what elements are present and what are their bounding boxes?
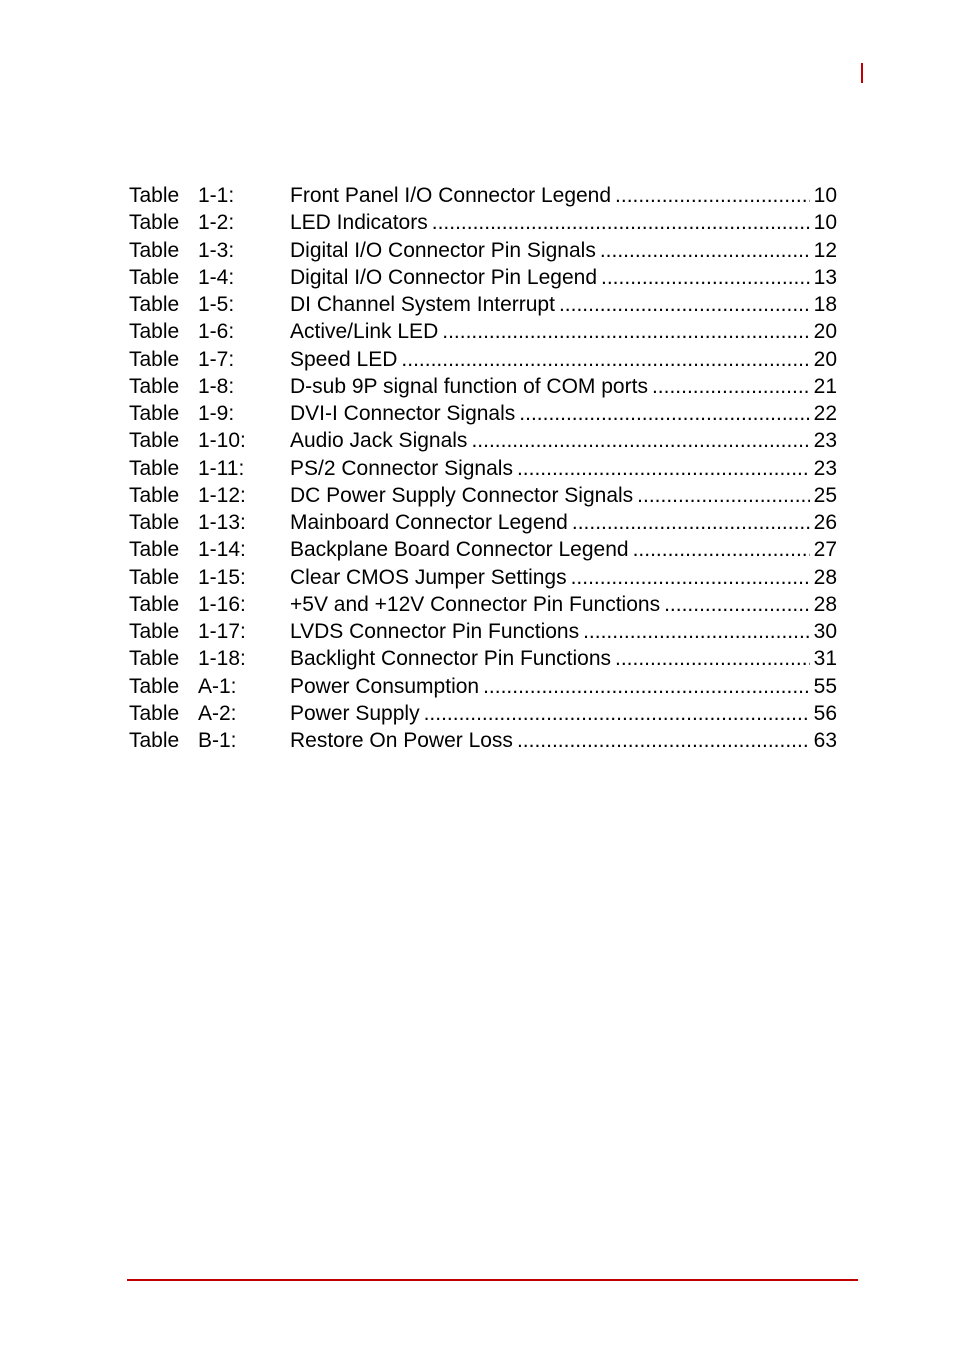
toc-entry-line	[290, 564, 837, 591]
toc-entry-line	[290, 400, 837, 427]
toc-page-number: 20	[813, 320, 837, 344]
dot-leader	[559, 291, 810, 318]
toc-page-number: 13	[813, 265, 837, 289]
toc-prefix: Table	[129, 483, 180, 507]
toc-title: Backplane Board Connector Legend	[290, 538, 629, 562]
toc-title: DI Channel System Interrupt	[290, 293, 555, 316]
toc-entry[interactable]	[129, 427, 837, 454]
toc-prefix: Table	[129, 402, 180, 425]
toc-number: 1-17:	[198, 620, 246, 643]
toc-prefix: Table	[129, 729, 180, 752]
toc-entry-line	[290, 455, 837, 482]
toc-title: DVI-I Connector Signals	[290, 402, 516, 425]
toc-entry[interactable]	[129, 700, 837, 727]
toc-title: Mainboard Connector Legend	[290, 511, 568, 534]
toc-page-number: 28	[813, 592, 837, 616]
toc-page-number: 30	[813, 620, 837, 643]
toc-entry-line	[290, 318, 837, 345]
dot-leader	[615, 182, 810, 209]
dot-leader	[517, 455, 810, 482]
toc-entry-line	[290, 482, 837, 509]
toc-title: Front Panel I/O Connector Legend	[290, 184, 612, 207]
toc-entry-line	[290, 264, 837, 291]
toc-number: 1-4:	[198, 265, 235, 289]
toc-entry[interactable]	[129, 536, 837, 563]
toc-number: 1-10:	[198, 429, 246, 453]
toc-entry[interactable]	[129, 318, 837, 345]
toc-entry-line	[290, 346, 837, 373]
toc-number: 1-11:	[198, 456, 245, 480]
toc-page-number: 10	[813, 211, 837, 235]
dot-leader	[519, 400, 809, 427]
toc-page-number: 23	[813, 429, 837, 453]
toc-title: PS/2 Connector Signals	[290, 456, 513, 480]
toc-number: B-1:	[198, 729, 237, 752]
toc-prefix: Table	[129, 674, 180, 698]
toc-page-number: 56	[813, 701, 837, 725]
toc-title: +5V and +12V Connector Pin Functions	[290, 592, 661, 616]
toc-prefix: Table	[129, 456, 180, 480]
toc-prefix: Table	[129, 238, 180, 262]
toc-entry[interactable]	[129, 591, 837, 618]
toc-entry-line	[290, 727, 837, 754]
toc-number: 1-6:	[198, 320, 235, 344]
toc-title: LED Indicators	[290, 211, 428, 235]
dot-leader	[652, 373, 810, 400]
toc-page-number: 31	[813, 647, 837, 671]
toc-title: Digital I/O Connector Pin Signals	[290, 238, 596, 262]
toc-entry-line	[290, 373, 837, 400]
toc-entry[interactable]	[129, 673, 837, 700]
toc-entry[interactable]	[129, 237, 837, 264]
toc-entry[interactable]	[129, 264, 837, 291]
dot-leader	[572, 509, 810, 536]
dot-leader	[517, 727, 810, 754]
toc-number: 1-8:	[198, 374, 235, 398]
toc-entry-line	[290, 427, 837, 454]
toc-title: Restore On Power Loss	[290, 729, 513, 752]
header-marker	[861, 63, 863, 83]
toc-title: LVDS Connector Pin Functions	[290, 620, 580, 643]
toc-prefix: Table	[129, 211, 180, 235]
toc-number: 1-5:	[198, 293, 235, 316]
toc-prefix: Table	[129, 320, 180, 344]
toc-entry[interactable]	[129, 618, 837, 645]
toc-page-number: 10	[813, 184, 837, 207]
dot-leader	[483, 673, 810, 700]
dot-leader	[401, 346, 809, 373]
toc-page-number: 21	[813, 374, 837, 398]
toc-entry[interactable]	[129, 482, 837, 509]
dot-leader	[664, 591, 810, 618]
toc-entry-line	[290, 291, 837, 318]
toc-entry[interactable]	[129, 373, 837, 400]
dot-leader	[432, 209, 810, 236]
toc-entry-line	[290, 645, 837, 672]
toc-title: D-sub 9P signal function of COM ports	[290, 374, 648, 398]
toc-page-number: 25	[813, 483, 837, 507]
dot-leader	[471, 427, 809, 454]
dot-leader	[424, 700, 810, 727]
toc-title: Active/Link LED	[290, 320, 439, 344]
toc-page-number: 27	[813, 538, 837, 562]
toc-prefix: Table	[129, 184, 180, 207]
dot-leader	[583, 618, 810, 645]
toc-entry[interactable]	[129, 455, 837, 482]
toc-number: 1-7:	[198, 347, 235, 371]
toc-entry-line	[290, 182, 837, 209]
toc-number: 1-13:	[198, 511, 246, 534]
toc-title: Audio Jack Signals	[290, 429, 468, 453]
toc-prefix: Table	[129, 620, 180, 643]
footer-rule	[127, 1279, 858, 1281]
toc-entry-line	[290, 509, 837, 536]
dot-leader	[637, 482, 809, 509]
toc-entry[interactable]	[129, 727, 837, 754]
toc-title: Power Consumption	[290, 674, 480, 698]
toc-page-number: 18	[813, 293, 837, 316]
toc-entry[interactable]	[129, 564, 837, 591]
dot-leader	[615, 645, 810, 672]
toc-number: 1-3:	[198, 238, 235, 262]
dot-leader	[442, 318, 809, 345]
list-of-tables	[129, 182, 837, 754]
toc-title: Speed LED	[290, 347, 398, 371]
toc-title: DC Power Supply Connector Signals	[290, 483, 634, 507]
toc-entry-line	[290, 700, 837, 727]
toc-prefix: Table	[129, 592, 180, 616]
toc-number: 1-18:	[198, 647, 246, 671]
toc-entry-line	[290, 618, 837, 645]
toc-entry[interactable]	[129, 291, 837, 318]
toc-title: Digital I/O Connector Pin Legend	[290, 265, 598, 289]
toc-prefix: Table	[129, 701, 180, 725]
toc-number: 1-2:	[198, 211, 235, 235]
toc-number: 1-15:	[198, 565, 246, 589]
toc-number: 1-12:	[198, 483, 246, 507]
toc-title: Clear CMOS Jumper Settings	[290, 565, 567, 589]
dot-leader	[633, 536, 810, 563]
toc-prefix: Table	[129, 647, 180, 671]
dot-leader	[571, 564, 810, 591]
toc-page-number: 55	[813, 674, 837, 698]
toc-prefix: Table	[129, 538, 180, 562]
toc-title: Power Supply	[290, 701, 420, 725]
toc-entry[interactable]	[129, 400, 837, 427]
toc-number: A-2:	[198, 701, 237, 725]
toc-prefix: Table	[129, 347, 180, 371]
toc-number: 1-9:	[198, 402, 235, 425]
toc-number: 1-16:	[198, 592, 246, 616]
toc-entry-line	[290, 591, 837, 618]
toc-entry[interactable]	[129, 645, 837, 672]
toc-prefix: Table	[129, 265, 180, 289]
dot-leader	[600, 237, 810, 264]
toc-page-number: 63	[813, 729, 837, 752]
toc-page-number: 20	[813, 347, 837, 371]
toc-entry-line	[290, 237, 837, 264]
toc-entry-line	[290, 673, 837, 700]
dot-leader	[601, 264, 810, 291]
toc-entry-line	[290, 209, 837, 236]
toc-number: A-1:	[198, 674, 237, 698]
toc-number: 1-1:	[198, 184, 235, 207]
toc-page-number: 22	[813, 402, 837, 425]
toc-page-number: 28	[813, 565, 837, 589]
toc-prefix: Table	[129, 511, 180, 534]
toc-entry[interactable]	[129, 209, 837, 236]
toc-entry[interactable]	[129, 509, 837, 536]
toc-prefix: Table	[129, 293, 180, 316]
toc-page-number: 26	[813, 511, 837, 534]
toc-page-number: 23	[813, 456, 837, 480]
toc-number: 1-14:	[198, 538, 246, 562]
toc-title: Backlight Connector Pin Functions	[290, 647, 611, 671]
toc-entry[interactable]	[129, 346, 837, 373]
toc-entry[interactable]	[129, 182, 837, 209]
toc-prefix: Table	[129, 429, 180, 453]
toc-entry-line	[290, 536, 837, 563]
toc-page-number: 12	[813, 238, 837, 262]
toc-prefix: Table	[129, 374, 180, 398]
toc-prefix: Table	[129, 565, 180, 589]
